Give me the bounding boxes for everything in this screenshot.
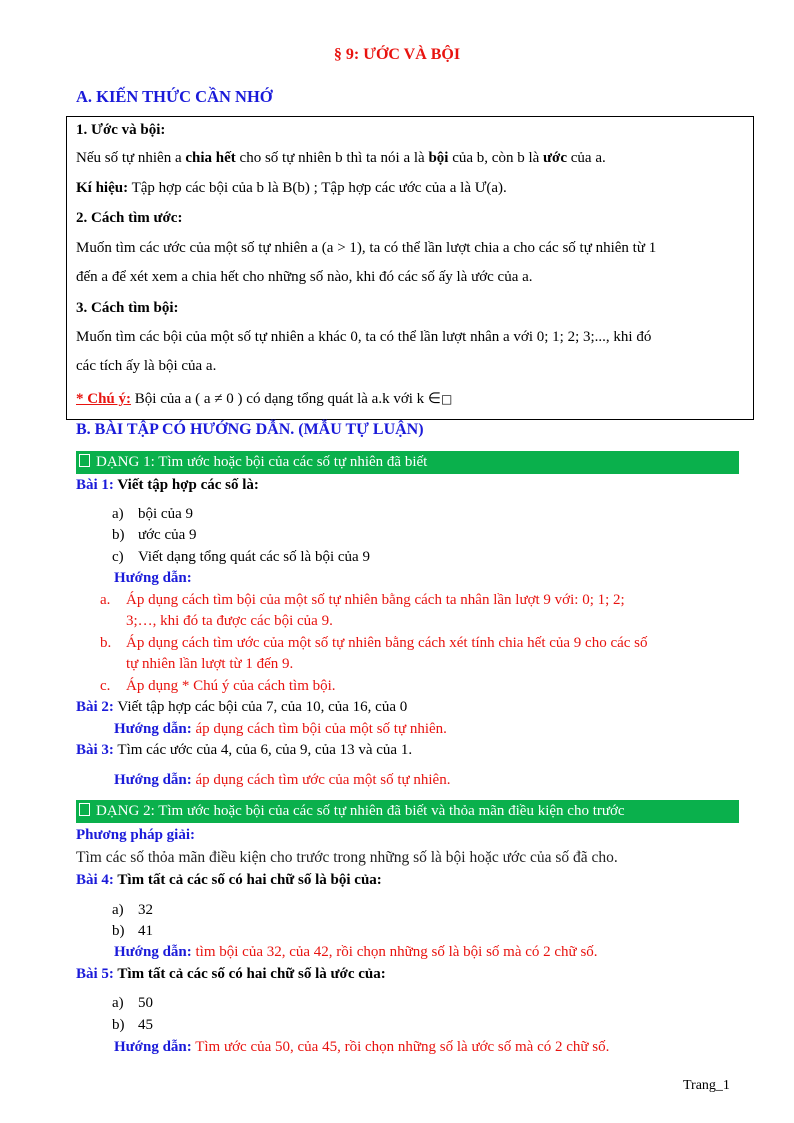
bold-term: ước <box>543 150 568 166</box>
item-marker: b. <box>100 635 112 651</box>
method-label: Phương pháp giải: <box>76 827 196 843</box>
hint-text: Tìm ước của 50, của 45, rồi chọn những số là ước số mà có 2 chữ số. <box>191 1039 610 1055</box>
item-text: 45 <box>138 1017 153 1033</box>
list-item <box>112 506 193 523</box>
section-b-heading: B. BÀI TẬP CÓ HƯỚNG DẪN. (MẪU TỰ LUẬN) <box>76 421 424 438</box>
exercise-label: Bài 3: <box>76 742 114 758</box>
item-marker: a. <box>100 592 111 608</box>
hint-text: áp dụng cách tìm ước của một số tự nhiên. <box>191 772 451 788</box>
note-text: Bội của a ( a ≠ 0 ) có dạng tổng quát là a.k với k ∈ <box>131 391 441 407</box>
box-paragraph-2-line-2: đến a để xét xem a chia hết cho những số nào, khi đó các số ấy là ước của a. <box>76 269 533 285</box>
hint-text: tìm bội của 32, của 42, rồi chọn những số là bội số mà có 2 chữ số. <box>191 944 598 960</box>
page-number: Trang_1 <box>683 1078 730 1093</box>
exercise-text: Viết tập hợp các bội của 7, của 10, của 16, của 0 <box>113 699 408 715</box>
method-text: Tìm các số thỏa mãn điều kiện cho trước trong những số là bội hoặc ước của số đã cho. <box>76 849 618 866</box>
item-marker: c) <box>112 549 124 565</box>
box-heading-2: 2. Cách tìm ước: <box>76 210 183 226</box>
box-paragraph-1 <box>76 150 606 167</box>
hint-item-continuation: tự nhiên lần lượt từ 1 đến 9. <box>126 656 294 672</box>
hint-label: Hướng dẫn: <box>114 772 192 788</box>
item-marker: c. <box>100 678 111 694</box>
dang-1-title: DẠNG 1: Tìm ước hoặc bội của các số tự nhiên đã biết <box>96 454 428 470</box>
item-text: Áp dụng cách tìm ước của một số tự nhiên bằng cách xét tính chia hết của 9 cho các số <box>126 635 648 651</box>
page-title: § 9: ƯỚC VÀ BỘI <box>333 46 461 63</box>
hint-label: Hướng dẫn: <box>114 570 192 586</box>
missing-glyph-icon: □ <box>441 392 453 406</box>
bai-1 <box>76 477 259 494</box>
box-heading-3: 3. Cách tìm bội: <box>76 300 179 316</box>
item-marker: a) <box>112 902 124 918</box>
bai-5-hint <box>114 1039 609 1056</box>
hint-item-continuation: 3;…, khi đó ta được các bội của 9. <box>126 613 333 629</box>
bai-4 <box>76 872 382 889</box>
list-item <box>112 995 153 1012</box>
hint-label: Hướng dẫn: <box>114 721 192 737</box>
box-paragraph-3-line-1: Muốn tìm các bội của một số tự nhiên a khác 0, ta có thể lần lượt nhân a với 0; 1; 2; 3;..., khi đó <box>76 329 652 345</box>
item-text: Áp dụng cách tìm bội của một số tự nhiên bằng cách ta nhân lần lượt 9 với: 0; 1; 2; <box>126 592 625 608</box>
dang-2-banner <box>76 800 739 823</box>
exercise-text: Viết tập hợp các số là: <box>113 477 259 493</box>
checkbox-square-icon <box>79 454 90 467</box>
item-marker: a) <box>112 506 124 522</box>
notation-label: Kí hiệu: <box>76 180 129 196</box>
item-text: 32 <box>138 902 153 918</box>
bold-term: chia hết <box>185 150 236 166</box>
exercise-label: Bài 1: <box>76 477 114 493</box>
item-marker: a) <box>112 995 124 1011</box>
exercise-label: Bài 2: <box>76 699 114 715</box>
checkbox-square-icon <box>79 803 90 816</box>
item-text: 41 <box>138 923 153 939</box>
bai-2 <box>76 699 407 716</box>
text-run: Nếu số tự nhiên a <box>76 150 186 166</box>
item-text: Viết dạng tổng quát các số là bội của 9 <box>138 549 370 565</box>
bai-3 <box>76 742 412 759</box>
bai-5 <box>76 966 386 983</box>
bold-term: bội <box>428 150 449 166</box>
item-text: bội của 9 <box>138 506 193 522</box>
hint-label: Hướng dẫn: <box>114 1039 192 1055</box>
item-text: 50 <box>138 995 153 1011</box>
list-item <box>112 902 153 919</box>
box-paragraph-3-line-2: các tích ấy là bội của a. <box>76 358 217 374</box>
list-item <box>112 923 153 940</box>
section-a-heading: A. KIẾN THỨC CẦN NHỚ <box>76 87 273 106</box>
text-run: cho số tự nhiên b thì ta nói a là <box>235 150 429 166</box>
item-text: Áp dụng * Chú ý của cách tìm bội. <box>126 678 336 694</box>
dang-1-banner <box>76 451 739 474</box>
exercise-text: Tìm tất cả các số có hai chữ số là bội của: <box>113 872 382 888</box>
box-note <box>76 389 452 408</box>
item-marker: b) <box>112 923 125 939</box>
box-heading-1: 1. Ước và bội: <box>76 122 166 138</box>
list-item <box>112 549 370 566</box>
hint-item <box>100 678 336 695</box>
box-notation <box>76 180 507 197</box>
hint-label: Hướng dẫn: <box>114 944 192 960</box>
text-run: của b, còn b là <box>448 150 544 166</box>
bai-4-hint <box>114 944 598 961</box>
item-marker: b) <box>112 527 125 543</box>
list-item <box>112 1017 153 1034</box>
list-item <box>112 527 197 544</box>
exercise-label: Bài 4: <box>76 872 114 888</box>
hint-item <box>100 592 625 609</box>
notation-text: Tập hợp các bội của b là B(b) ; Tập hợp các ước của a là Ư(a). <box>128 180 507 196</box>
item-marker: b) <box>112 1017 125 1033</box>
exercise-label: Bài 5: <box>76 966 114 982</box>
dang-2-title: DẠNG 2: Tìm ước hoặc bội của các số tự nhiên đã biết và thỏa mãn điều kiện cho trước <box>96 803 625 819</box>
exercise-text: Tìm các ước của 4, của 6, của 9, của 13 và của 1. <box>113 742 413 758</box>
text-run: của a. <box>567 150 606 166</box>
hint-item <box>100 635 648 652</box>
bai-3-hint <box>114 772 450 789</box>
note-label: * Chú ý: <box>76 391 132 407</box>
bai-2-hint <box>114 721 447 738</box>
exercise-text: Tìm tất cả các số có hai chữ số là ước của: <box>113 966 386 982</box>
hint-text: áp dụng cách tìm bội của một số tự nhiên. <box>191 721 447 737</box>
item-text: ước của 9 <box>138 527 197 543</box>
box-paragraph-2-line-1: Muốn tìm các ước của một số tự nhiên a (a > 1), ta có thể lần lượt chia a cho các số tự nhiên từ 1 <box>76 240 657 256</box>
